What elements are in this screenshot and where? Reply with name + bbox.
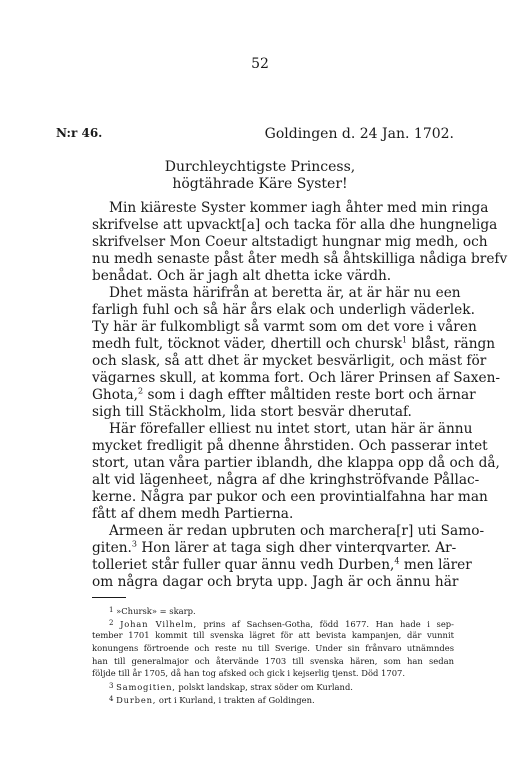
body-line: benådat. Och är jagh alt dhetta icke värdh. — [92, 268, 392, 284]
footnote-line: konungens förtroende och reste nu till Sverige. Under sin frånvaro utnämndes — [92, 643, 454, 654]
body-line: skrifvelser Mon Coeur altstadigt hungnar mig medh, och — [92, 234, 488, 250]
body-line: sigh till Stäckholm, lida stort besvär dherutaf. — [92, 404, 412, 420]
footnote-line: $^3$ Samogitien, polskt landskap, strax söder om Kurland. — [109, 682, 353, 693]
footnote-reference: 3 — [131, 539, 138, 549]
body-line: giten.$^3$ Hon lärer at taga sigh dher vinterqvarter. Ar- — [92, 539, 457, 556]
body-line: Ty här är fulkombligt så varmt som om det vore i våren — [92, 319, 477, 335]
footnote-line: följde till år 1705, då han tog afsked och gick i kejserlig tjenst. Död 1707. — [92, 668, 406, 679]
place-date: Goldingen d. 24 Jan. 1702. — [264, 126, 454, 142]
footnote-mark: 4 — [109, 694, 114, 703]
footnote-line: han till generalmajor och återvände 1703 till svenska hären, som han sedan — [92, 655, 454, 666]
body-line: fått af dhem medh Partierna. — [92, 506, 294, 522]
salutation-line-1: Durchleychtigste Princess, — [164, 159, 356, 175]
body-line: vägarnes skull, at komma fort. Och lärer Prinsen af Saxen- — [92, 370, 501, 386]
salutation — [0, 159, 520, 193]
body-line: mycket fredligit på dhenne åhrstiden. Och passerar intet — [92, 438, 488, 454]
footnote-line: $^4$ Durben, ort i Kurland, i trakten af Goldingen. — [109, 694, 315, 705]
footnote-mark: 1 — [109, 606, 114, 614]
body-line: och slask, så att dhet är mycket besvärligit, och mäst för — [92, 353, 487, 369]
letter-body — [92, 200, 508, 591]
body-line: alt vid lägenheet, några af dhe kringhströfvande Pållac- — [92, 472, 480, 488]
body-line: skrifvelse att upvackt[a] och tacka för alla dhe hungneliga — [92, 217, 498, 233]
body-line: om några dagar och bryta upp. Jagh är och ännu här — [92, 574, 459, 590]
body-line: farligh fuhl och så här års elak och underligh väderlek. — [92, 302, 475, 318]
salutation-line-2: högtährade Käre Syster! — [172, 176, 348, 192]
body-line: Min kiäreste Syster kommer iagh åhter med min ringa — [109, 200, 489, 216]
body-line: Armeen är redan upbruten och marchera[r] uti Samo- — [109, 523, 485, 539]
footnote-reference: 2 — [138, 386, 144, 396]
letter-number: N:r 46. — [56, 126, 103, 140]
body-line: medh fult, töcknot väder, dhertill och chursk$^1$ blåst, rängn — [92, 335, 496, 352]
footnotes — [92, 604, 454, 706]
letter-header — [56, 126, 454, 142]
page-number: 52 — [251, 56, 269, 72]
body-line: nu medh senaste påst åter medh så åhtskilliga nådiga brefv — [92, 251, 508, 267]
footnote-mark: 2 — [109, 618, 114, 627]
body-line: stort, utan våra partier iblandh, dhe klappa opp då och då, — [92, 455, 500, 471]
body-line: Ghota,$^2$ som i dagh effter måltiden reste bort och ärnar — [92, 386, 476, 403]
footnote-reference: 1 — [402, 335, 408, 345]
footnote-divider — [92, 597, 126, 598]
footnote-line: tember 1701 kommit till svenska lägret för att bevista kampanjen, där vunnit — [92, 630, 454, 641]
footnote-mark: 3 — [109, 682, 114, 691]
footnote-line: $^1$ »Chursk» = skarp. — [109, 606, 196, 616]
footnote-reference: 4 — [394, 556, 400, 566]
body-line: kerne. Några par pukor och een provintialfahna har man — [92, 489, 488, 505]
body-line: Här förefaller elliest nu intet stort, utan här är ännu — [109, 421, 473, 437]
footnote-line: $^2$ Johan Vilhelm, prins af Sachsen-Gotha, född 1677. Han hade i sep- — [109, 618, 454, 629]
body-line: Dhet mästa härifrån at beretta är, at är här nu een — [109, 285, 461, 301]
body-line: tolleriet står fuller quar ännu vedh Durben,$^4$ men lärer — [92, 556, 472, 573]
